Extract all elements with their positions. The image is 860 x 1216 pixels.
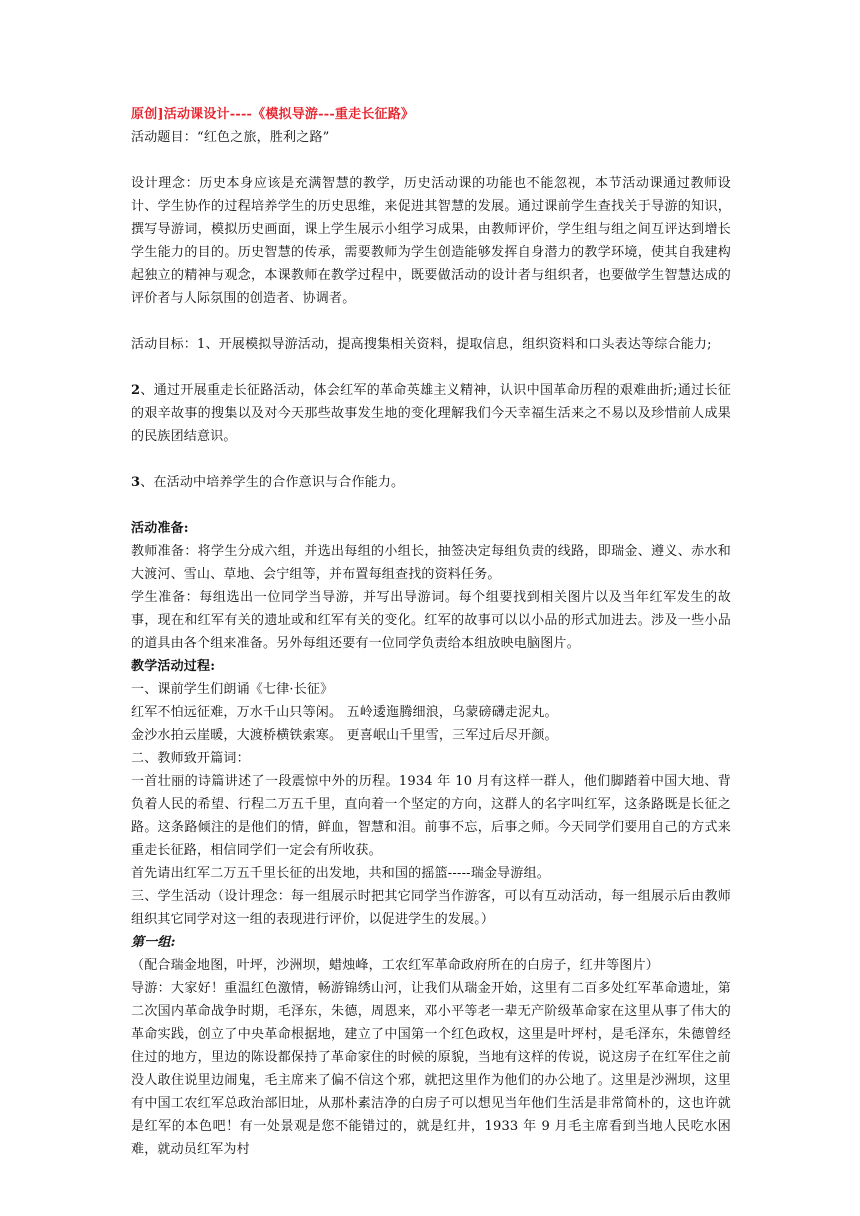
document-page [131, 103, 731, 1161]
goal-2-number: 2 [131, 383, 141, 398]
group-1-note: （配合瑞金地图，叶坪，沙洲坝，蜡烛峰，工农红军革命政府所在的白房子，红井等图片） [131, 958, 660, 973]
blank-line [131, 149, 731, 172]
first-stop-intro: 首先请出红军二万五千里长征的出发地，共和国的摇篮-----瑞金导游组。 [131, 866, 550, 881]
goal-3-text: 、在活动中培养学生的合作意识与合作能力。 [140, 475, 405, 490]
activity-goal-3 [131, 471, 731, 494]
design-concept: 设计理念：历史本身应该是充满智慧的教学，历史活动课的功能也不能忽视，本节活动课通过教师设计、学生协作的过程培养学生的历史思维，来促进其智慧的发展。通过课前学生查找关于导游的知识，撰写导游词，模拟历史画面，课上学生展示小组学习成果，由教师评价，学生组与组之间互评达到增长学生能力的目的。历史智慧的传承，需要教师为学生创造能够发挥自身潜力的教学环境，使其自我建构起独立的精神与观念，本课教师在教学过程中，既要做活动的设计者与组织者，也要做学生智慧达成的评价者与人际氛围的创造者、协调者。 [131, 176, 731, 306]
activity-topic: 活动题目：“红色之旅，胜利之路” [131, 130, 330, 145]
group-1-guide-speech: 导游：大家好！重温红色激情，畅游锦绣山河，让我们从瑞金开始，这里有二百多处红军革命遗址，第二次国内革命战争时期，毛泽东，朱德，周恩来，邓小平等老一辈无产阶级革命家在这里从事了伟大的革命实践，创立了中央革命根据地，建立了中国第一个红色政权，这里是叶坪村，是毛泽东，朱德曾经住过的地方，里边的陈设都保持了革命家住的时候的原貌，当地有这样的传说，说这房子在红军住之前没人敢住说里边闹鬼，毛主席来了偏不信这个邪，就把这里作为他们的办公地了。这里是沙洲坝，这里有中国工农红军总政治部旧址，从那朴素洁净的白房子可以想见当年他们生活是非常简朴的，这也许就是红军的本色吧！有一处景观是您不能错过的，就是红井，1933 年 9 月毛主席看到当地人民吃水困难，就动员红军为村 [131, 981, 731, 1157]
blank-line [131, 448, 731, 471]
goal-2-text: 、通过开展重走长征路活动，体会红军的革命英雄主义精神，认识中国革命历程的艰难曲折;通过长征的艰辛故事的搜集以及对今天那些故事发生地的变化理解我们今天幸福生活来之不易以及珍惜前人成果的民族团结意识。 [131, 383, 731, 444]
poem-line-1: 红军不怕远征难，万水千山只等闲。 五岭逶迤腾细浪，乌蒙磅礴走泥丸。 [131, 705, 558, 720]
document-title: 原创]活动课设计----《模拟导游---重走长征路》 [131, 107, 415, 122]
poem-line-2: 金沙水拍云崖暖，大渡桥横铁索寒。 更喜岷山千里雪，三军过后尽开颜。 [131, 728, 558, 743]
goal-3-number: 3 [131, 475, 141, 490]
activity-goal-1: 活动目标：1、开展模拟导游活动，提高搜集相关资料，提取信息，组织资料和口头表达等综合能力; [131, 337, 712, 352]
teacher-preparation: 教师准备：将学生分成六组，并选出每组的小组长，抽签决定每组负责的线路，即瑞金、遵义、赤水和大渡河、雪山、草地、会宁组等，并布置每组查找的资料任务。 [131, 544, 731, 582]
preparation-heading: 活动准备: [131, 521, 189, 536]
group-1-heading: 第一组: [131, 935, 176, 950]
blank-line [131, 494, 731, 517]
process-step-2: 二、教师致开篇词： [131, 751, 250, 766]
blank-line [131, 310, 731, 333]
process-step-1: 一、课前学生们朗诵《七律·长征》 [131, 682, 334, 697]
student-preparation: 学生准备：每组选出一位同学当导游，并写出导游词。每个组要找到相关图片以及当年红军发生的故事，现在和红军有关的遗址或和红军有关的变化。红军的故事可以以小品的形式加进去。涉及一些小品的道具由各个组来准备。另外每组还要有一位同学负责给本组放映电脑图片。 [131, 590, 731, 651]
blank-line [131, 356, 731, 379]
process-step-3: 三、学生活动（设计理念：每一组展示时把其它同学当作游客，可以有互动活动，每一组展示后由教师组织其它同学对这一组的表现进行评价，以促进学生的发展。） [131, 889, 731, 927]
activity-goal-2 [131, 379, 731, 448]
opening-speech: 一首壮丽的诗篇讲述了一段震惊中外的历程。1934 年 10 月有这样一群人，他们脚踏着中国大地、背负着人民的希望、行程二万五千里，直向着一个坚定的方向，这群人的名字叫红军，这条路既是长征之路。这条路倾注的是他们的情，鲜血，智慧和泪。前事不忘，后事之师。今天同学们要用自己的方式来重走长征路，相信同学们一定会有所收获。 [131, 774, 731, 858]
process-heading: 教学活动过程: [131, 659, 216, 674]
